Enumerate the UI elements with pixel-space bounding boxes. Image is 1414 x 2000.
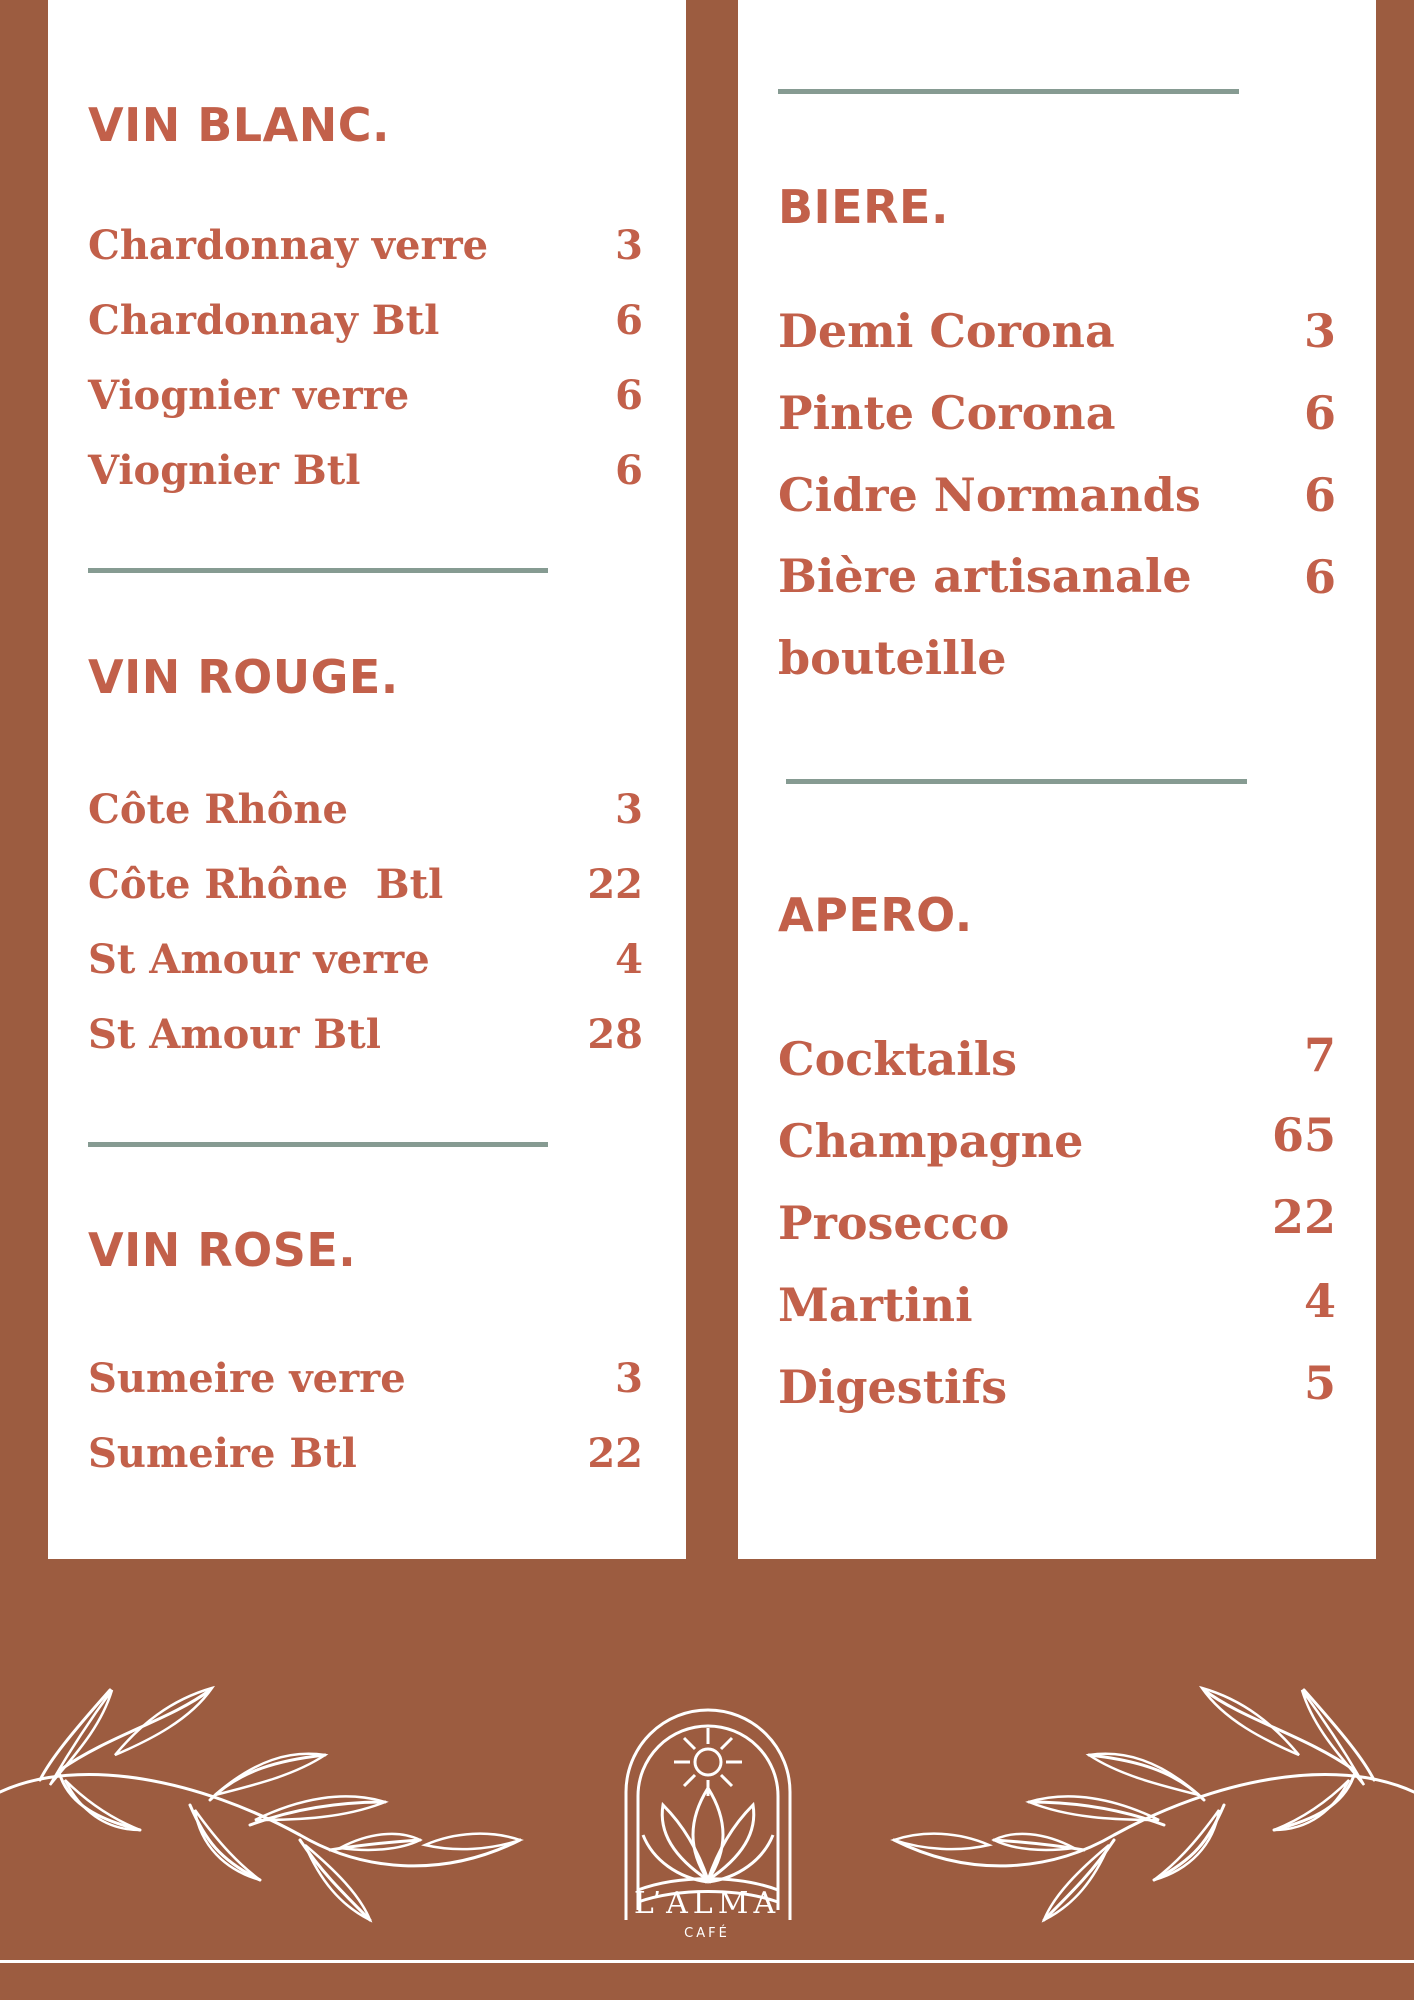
menu-item — [88, 1011, 643, 1058]
item-price: 22 — [587, 861, 643, 908]
item-price: 3 — [1303, 304, 1336, 358]
section-title-vin-rose: VIN ROSE. — [88, 1223, 357, 1277]
item-name: Côte Rhône Btl — [88, 861, 444, 908]
item-name: Chardonnay Btl — [88, 297, 440, 344]
menu-item — [778, 1028, 1336, 1086]
menu-item — [88, 786, 643, 833]
menu-item — [778, 386, 1336, 440]
menu-item — [778, 535, 1336, 699]
section-divider — [778, 89, 1239, 94]
item-name: Bière artisanale bouteille — [778, 549, 1192, 685]
footer-rule — [0, 1960, 1414, 1963]
menu-panel-wines — [48, 0, 686, 1559]
item-price: 4 — [615, 936, 643, 983]
item-name: Côte Rhône — [88, 786, 348, 833]
menu-item — [88, 936, 643, 983]
item-name: Demi Corona — [778, 304, 1115, 358]
item-name: St Amour verre — [88, 936, 430, 983]
item-price: 7 — [1303, 1028, 1336, 1082]
menu-item — [88, 222, 643, 269]
menu-item — [778, 468, 1336, 522]
leaf-branch-icon — [884, 1680, 1414, 1930]
section-divider — [88, 568, 548, 573]
item-price: 22 — [587, 1430, 643, 1477]
logo-subtitle: CAFÉ — [684, 1926, 730, 1941]
menu-item — [778, 1274, 1336, 1332]
menu-panel-drinks — [738, 0, 1376, 1559]
item-name: Champagne — [778, 1114, 1084, 1168]
menu-item — [778, 304, 1336, 358]
menu-item — [88, 297, 643, 344]
menu-item — [88, 861, 643, 908]
section-divider — [786, 779, 1247, 784]
item-price: 22 — [1271, 1190, 1336, 1244]
item-name: Cocktails — [778, 1032, 1018, 1086]
item-price: 6 — [615, 297, 643, 344]
item-price: 6 — [1303, 550, 1336, 604]
section-title-vin-blanc: VIN BLANC. — [88, 98, 390, 152]
section-divider — [88, 1142, 548, 1147]
item-price: 4 — [1303, 1274, 1336, 1328]
menu-item — [88, 447, 643, 494]
item-price: 6 — [615, 447, 643, 494]
menu-item — [778, 1356, 1336, 1414]
item-name: Digestifs — [778, 1360, 1008, 1414]
item-price: 65 — [1271, 1108, 1336, 1162]
item-price: 6 — [1303, 468, 1336, 522]
menu-item — [88, 1355, 643, 1402]
menu-item — [88, 372, 643, 419]
item-name: Sumeire Btl — [88, 1430, 357, 1477]
item-name: Viognier verre — [88, 372, 410, 419]
item-price: 28 — [587, 1011, 643, 1058]
item-price: 6 — [1303, 386, 1336, 440]
item-name: Viognier Btl — [88, 447, 361, 494]
item-name: Pinte Corona — [778, 386, 1116, 440]
logo-name: L’ALMA — [633, 1886, 781, 1921]
section-title-apero: APERO. — [778, 888, 973, 942]
section-title-biere: BIERE. — [778, 180, 949, 234]
item-name: Chardonnay verre — [88, 222, 489, 269]
menu-item — [778, 1108, 1336, 1168]
menu-item — [88, 1430, 643, 1477]
item-name: Sumeire verre — [88, 1355, 406, 1402]
item-price: 3 — [615, 1355, 643, 1402]
section-title-vin-rouge: VIN ROUGE. — [88, 650, 399, 704]
item-price: 5 — [1303, 1356, 1336, 1410]
item-name: Martini — [778, 1278, 973, 1332]
leaf-branch-icon — [0, 1680, 530, 1930]
menu-item — [778, 1190, 1336, 1250]
item-name: Cidre Normands — [778, 468, 1201, 522]
item-price: 3 — [615, 786, 643, 833]
item-name: Prosecco — [778, 1196, 1010, 1250]
item-name: St Amour Btl — [88, 1011, 381, 1058]
item-price: 6 — [615, 372, 643, 419]
item-price: 3 — [615, 222, 643, 269]
